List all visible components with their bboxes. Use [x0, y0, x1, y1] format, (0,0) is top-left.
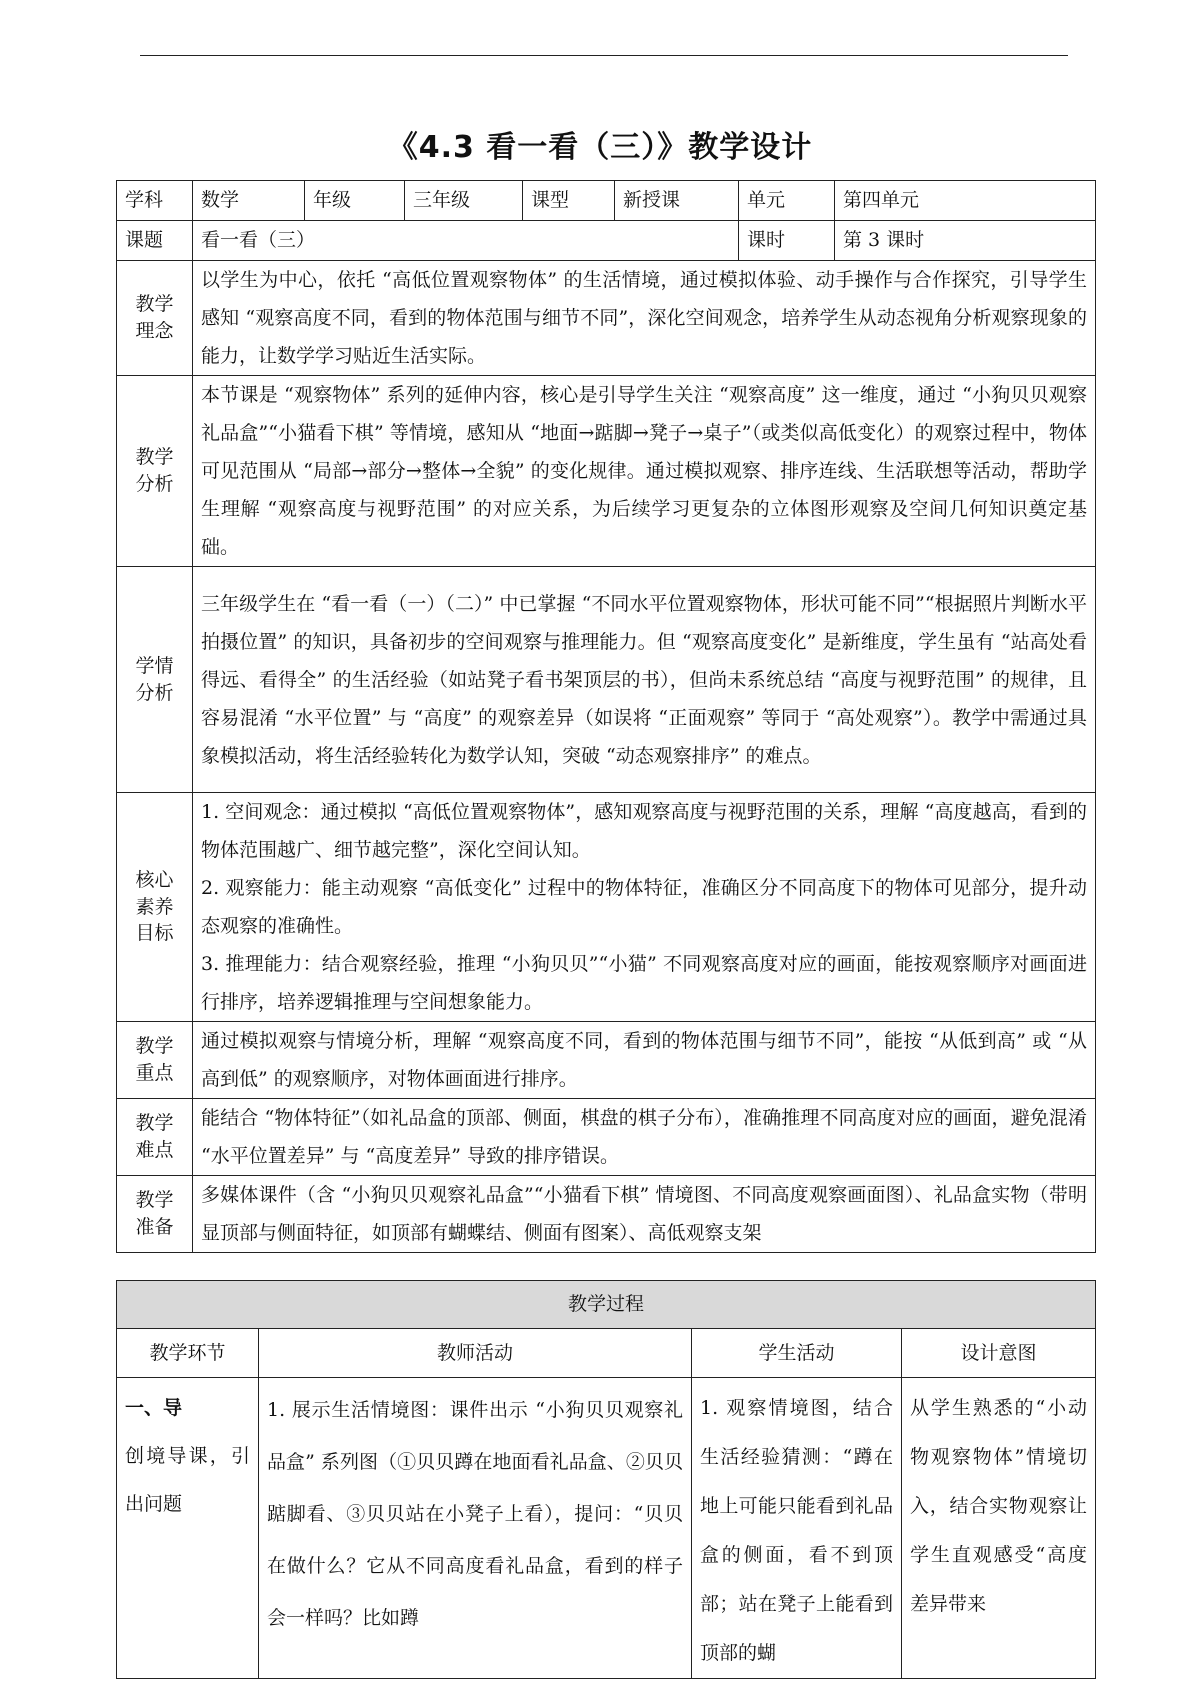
concept-text: 以学生为中心，依托 “高低位置观察物体” 的生活情境，通过模拟体验、动手操作与合作探究，引导学生感知 “观察高度不同，看到的物体范围与细节不同”，深化空间观念，培养学生从动态视角分析观察现象的能力，让数学学习贴近生活实际。 — [193, 261, 1096, 376]
column-header-intent: 设计意图 — [902, 1329, 1096, 1378]
concept-label: 教学 理念 — [117, 261, 193, 376]
column-header-teacher: 教师活动 — [259, 1329, 692, 1378]
preparation-label: 教学 准备 — [117, 1176, 193, 1253]
subject-value: 数学 — [193, 181, 305, 221]
design-intent: 从学生熟悉的“小动物观察物体”情境切入，结合实物观察让学生直观感受“高度差异带来 — [902, 1378, 1096, 1679]
column-header-stage: 教学环节 — [117, 1329, 259, 1378]
difficulties-row — [117, 1099, 1096, 1176]
teacher-activity: 1. 展示生活情境图：课件出示 “小狗贝贝观察礼品盒” 系列图（①贝贝蹲在地面看礼品盒、②贝贝踮脚看、③贝贝站在小凳子上看），提问：“贝贝在做什么？它从不同高度看礼品盒，看到的样子会一样吗？比如蹲 — [259, 1378, 692, 1679]
students-text: 三年级学生在 “看一看（一）（二）” 中已掌握 “不同水平位置观察物体，形状可能不同”“根据照片判断水平拍摄位置” 的知识，具备初步的空间观察与推理能力。但 “观察高度变化” 是新维度，学生虽有 “站高处看得远、看得全” 的生活经验（如站凳子看书架顶层的书），但尚未系统总结 “高度与视野范围” 的规律，且容易混淆 “水平位置” 与 “高度” 的观察差异（如误将 “正面观察” 等同于 “高处观察”）。教学中需通过具象模拟活动，将生活经验转化为数学认知，突破 “动态观察排序” 的难点。 — [193, 567, 1096, 793]
process-columns-row — [117, 1329, 1096, 1378]
key-points-label: 教学 重点 — [117, 1022, 193, 1099]
unit-label: 单元 — [739, 181, 835, 221]
type-label: 课型 — [523, 181, 615, 221]
students-label: 学情 分析 — [117, 567, 193, 793]
period-label: 课时 — [739, 221, 835, 261]
period-value: 第 3 课时 — [835, 221, 1096, 261]
info-row-basic — [117, 181, 1096, 221]
info-row-topic — [117, 221, 1096, 261]
header-rule — [140, 55, 1068, 56]
document-title: 《4.3 看一看（三）》教学设计 — [387, 130, 813, 165]
subject-label: 学科 — [117, 181, 193, 221]
key-points-row — [117, 1022, 1096, 1099]
teaching-process-table — [116, 1280, 1096, 1679]
goals-row — [117, 793, 1096, 1022]
topic-value: 看一看（三） — [193, 221, 739, 261]
preparation-row — [117, 1176, 1096, 1253]
difficulties-label: 教学 难点 — [117, 1099, 193, 1176]
goal-item: 3. 推理能力：结合观察经验，推理 “小狗贝贝”“小猫” 不同观察高度对应的画面，能按观察顺序对画面进行排序，培养逻辑推理与空间想象能力。 — [201, 953, 1087, 1013]
difficulties-text: 能结合 “物体特征”（如礼品盒的顶部、侧面，棋盘的棋子分布），准确推理不同高度对应的画面，避免混淆 “水平位置差异” 与 “高度差异” 导致的排序错误。 — [193, 1099, 1096, 1176]
goals-list — [193, 793, 1096, 1022]
students-row — [117, 567, 1096, 793]
lesson-info-table — [116, 180, 1096, 1253]
analysis-text: 本节课是 “观察物体” 系列的延伸内容，核心是引导学生关注 “观察高度” 这一维度，通过 “小狗贝贝观察礼品盒”“小猫看下棋” 等情境，感知从 “地面→踮脚→凳子→桌子”（或类似高低变化）的观察过程中，物体可见范围从 “局部→部分→整体→全貌” 的变化规律。通过模拟观察、排序连线、生活联想等活动，帮助学生理解 “观察高度与视野范围” 的对应关系，为后续学习更复杂的立体图形观察及空间几何知识奠定基础。 — [193, 376, 1096, 567]
process-row-introduction — [117, 1378, 1096, 1679]
type-value: 新授课 — [615, 181, 739, 221]
analysis-row — [117, 376, 1096, 567]
process-heading: 教学过程 — [117, 1281, 1096, 1329]
process-heading-row — [117, 1281, 1096, 1329]
stage-cell — [117, 1378, 259, 1679]
key-points-text: 通过模拟观察与情境分析，理解 “观察高度不同，看到的物体范围与细节不同”，能按 “从低到高” 或 “从高到低” 的观察顺序，对物体画面进行排序。 — [193, 1022, 1096, 1099]
goal-item: 1. 空间观念：通过模拟 “高低位置观察物体”，感知观察高度与视野范围的关系，理解 “高度越高，看到的物体范围越广、细节越完整”，深化空间认知。 — [201, 801, 1087, 861]
preparation-text: 多媒体课件（含 “小狗贝贝观察礼品盒”“小猫看下棋” 情境图、不同高度观察画面图）、礼品盒实物（带明显顶部与侧面特征，如顶部有蝴蝶结、侧面有图案）、高低观察支架 — [193, 1176, 1096, 1253]
goals-label: 核心 素养 目标 — [117, 793, 193, 1022]
analysis-label: 教学 分析 — [117, 376, 193, 567]
stage-title: 一、导 — [125, 1397, 183, 1419]
grade-value: 三年级 — [405, 181, 523, 221]
stage-subtitle: 创境导课，引出问题 — [125, 1445, 250, 1515]
goal-item: 2. 观察能力：能主动观察 “高低变化” 过程中的物体特征，准确区分不同高度下的物体可见部分，提升动态观察的准确性。 — [201, 877, 1087, 937]
unit-value: 第四单元 — [835, 181, 1096, 221]
topic-label: 课题 — [117, 221, 193, 261]
column-header-student: 学生活动 — [692, 1329, 902, 1378]
grade-label: 年级 — [305, 181, 405, 221]
student-activity: 1. 观察情境图，结合生活经验猜测：“蹲在地上可能只能看到礼品盒的侧面，看不到顶部；站在凳子上能看到顶部的蝴 — [692, 1378, 902, 1679]
concept-row — [117, 261, 1096, 376]
